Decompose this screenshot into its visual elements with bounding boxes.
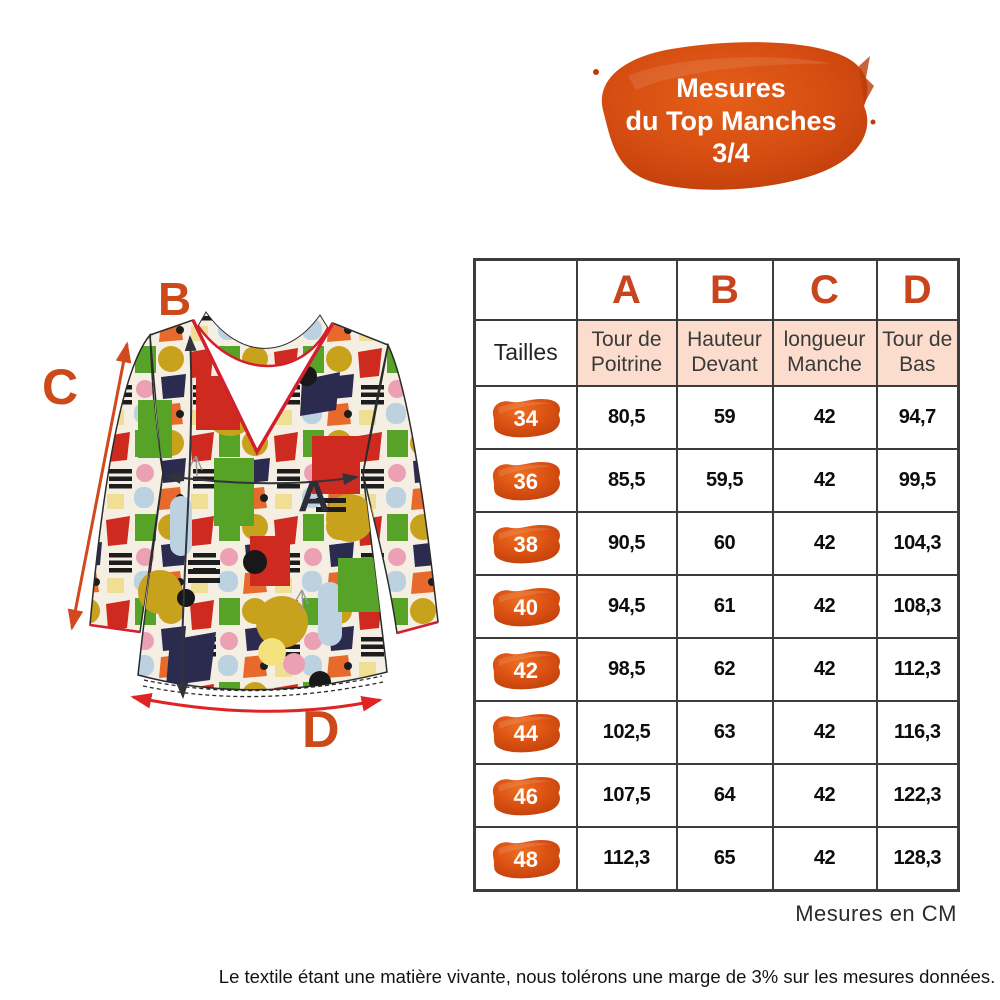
table-row [475,701,959,764]
value-cell: 94,7 [877,386,959,449]
value-cell: 116,3 [877,701,959,764]
col-letter-d: D [877,260,959,321]
value-cell: 102,5 [577,701,677,764]
size-cell [475,575,577,638]
table-row [475,638,959,701]
table-letter-row [475,260,959,321]
value-cell: 80,5 [577,386,677,449]
value-cell: 42 [773,386,877,449]
value-cell: 65 [677,827,773,891]
title-badge [578,26,884,212]
measure-label-c: C [42,359,79,415]
value-cell: 60 [677,512,773,575]
table-row [475,827,959,891]
garment-diagram [20,260,470,770]
table-row [475,449,959,512]
value-cell: 42 [773,827,877,891]
table-row [475,764,959,827]
value-cell: 99,5 [877,449,959,512]
value-cell: 42 [773,638,877,701]
disclaimer-note: Le textile étant une matière vivante, nous tolérons une marge de 3% sur les mesures données. [218,966,996,987]
garment-illustration [20,260,470,770]
col-header-d-line2: Bas [899,353,936,376]
col-header-d [877,320,959,386]
measure-label-a: A [298,472,330,521]
value-cell: 42 [773,512,877,575]
col-header-a-line2: Poitrine [590,353,663,376]
table-row [475,512,959,575]
table-header-row [475,320,959,386]
col-header-c-line2: Manche [787,353,862,376]
badge-title-line3: 3/4 [712,138,750,169]
size-cell [475,638,577,701]
value-cell: 59,5 [677,449,773,512]
size-table [473,258,960,892]
value-cell: 112,3 [577,827,677,891]
value-cell: 62 [677,638,773,701]
value-cell: 42 [773,764,877,827]
measure-arrow-d [133,697,380,711]
value-cell: 63 [677,701,773,764]
table-row [475,386,959,449]
value-cell: 85,5 [577,449,677,512]
value-cell: 98,5 [577,638,677,701]
value-cell: 61 [677,575,773,638]
badge-title-line1: Mesures [676,72,786,103]
value-cell: 122,3 [877,764,959,827]
size-value: 46 [513,783,538,809]
badge-title-line2: du Top Manches [625,105,837,136]
value-cell: 64 [677,764,773,827]
size-cell [475,764,577,827]
col-header-a [577,320,677,386]
size-value: 38 [513,531,538,557]
col-letter-a: A [577,260,677,321]
measure-label-d: D [302,701,340,759]
col-header-d-line1: Tour de [882,328,953,352]
table-row [475,575,959,638]
value-cell: 104,3 [877,512,959,575]
value-cell: 42 [773,701,877,764]
size-cell [475,512,577,575]
col-header-a-line1: Tour de [591,328,662,352]
size-value: 40 [513,594,538,620]
value-cell: 107,5 [577,764,677,827]
sizes-header: Tailles [475,320,577,386]
value-cell: 108,3 [877,575,959,638]
col-header-c [773,320,877,386]
size-cell [475,386,577,449]
col-header-b [677,320,773,386]
units-note: Mesures en CM [795,901,957,926]
size-cell [475,701,577,764]
value-cell: 94,5 [577,575,677,638]
measure-label-b: B [158,273,192,325]
col-header-b-line1: Hauteur [687,328,762,352]
size-value: 42 [513,657,538,683]
empty-corner-cell [475,260,577,321]
size-value: 36 [513,468,538,494]
value-cell: 112,3 [877,638,959,701]
value-cell: 42 [773,449,877,512]
size-cell [475,827,577,891]
size-value: 34 [513,405,538,431]
garment-fabric [90,312,438,697]
value-cell: 42 [773,575,877,638]
size-value: 44 [513,720,538,746]
size-value: 48 [513,846,538,872]
value-cell: 90,5 [577,512,677,575]
title-badge-text [578,26,884,212]
col-header-b-line2: Devant [691,353,758,376]
col-header-c-line1: longueur [783,328,866,352]
size-cell [475,449,577,512]
col-letter-b: B [677,260,773,321]
value-cell: 128,3 [877,827,959,891]
value-cell: 59 [677,386,773,449]
col-letter-c: C [773,260,877,321]
